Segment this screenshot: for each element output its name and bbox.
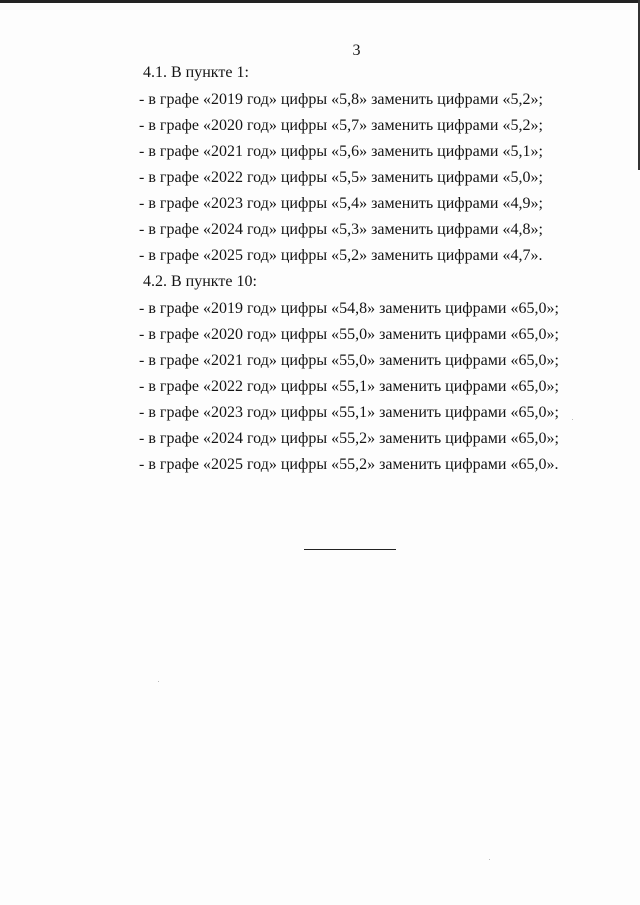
amendment-line: - в графе «2022 год» цифры «5,5» заменить цифрами «5,0»; (139, 169, 543, 186)
scan-speck (158, 681, 159, 682)
amendment-line: - в графе «2021 год» цифры «55,0» заменить цифрами «65,0»; (139, 352, 559, 369)
amendment-line: - в графе «2024 год» цифры «55,2» заменить цифрами «65,0»; (139, 430, 559, 447)
amendment-line: - в графе «2020 год» цифры «55,0» заменить цифрами «65,0»; (139, 326, 559, 343)
amendment-line: - в графе «2022 год» цифры «55,1» заменить цифрами «65,0»; (139, 378, 559, 395)
amendment-line: - в графе «2025 год» цифры «55,2» заменить цифрами «65,0». (139, 456, 559, 473)
amendment-line: - в графе «2020 год» цифры «5,7» заменить цифрами «5,2»; (139, 117, 543, 134)
section-heading-4-1: 4.1. В пункте 1: (143, 64, 249, 81)
section-heading-4-2: 4.2. В пункте 10: (143, 273, 257, 290)
scan-top-edge (0, 0, 640, 3)
amendment-line: - в графе «2019 год» цифры «54,8» заменить цифрами «65,0»; (139, 300, 559, 317)
amendment-line: - в графе «2021 год» цифры «5,6» заменить цифрами «5,1»; (139, 143, 543, 160)
amendment-line: - в графе «2023 год» цифры «55,1» заменить цифрами «65,0»; (139, 404, 559, 421)
page-number: 3 (352, 42, 361, 59)
amendment-line: - в графе «2019 год» цифры «5,8» заменить цифрами «5,2»; (139, 91, 543, 108)
scan-speck (572, 419, 573, 420)
scan-speck (489, 859, 490, 860)
amendment-line: - в графе «2023 год» цифры «5,4» заменить цифрами «4,9»; (139, 195, 543, 212)
amendment-line: - в графе «2024 год» цифры «5,3» заменить цифрами «4,8»; (139, 221, 543, 238)
closing-rule (304, 549, 396, 550)
amendment-line: - в графе «2025 год» цифры «5,2» заменить цифрами «4,7». (139, 247, 543, 264)
